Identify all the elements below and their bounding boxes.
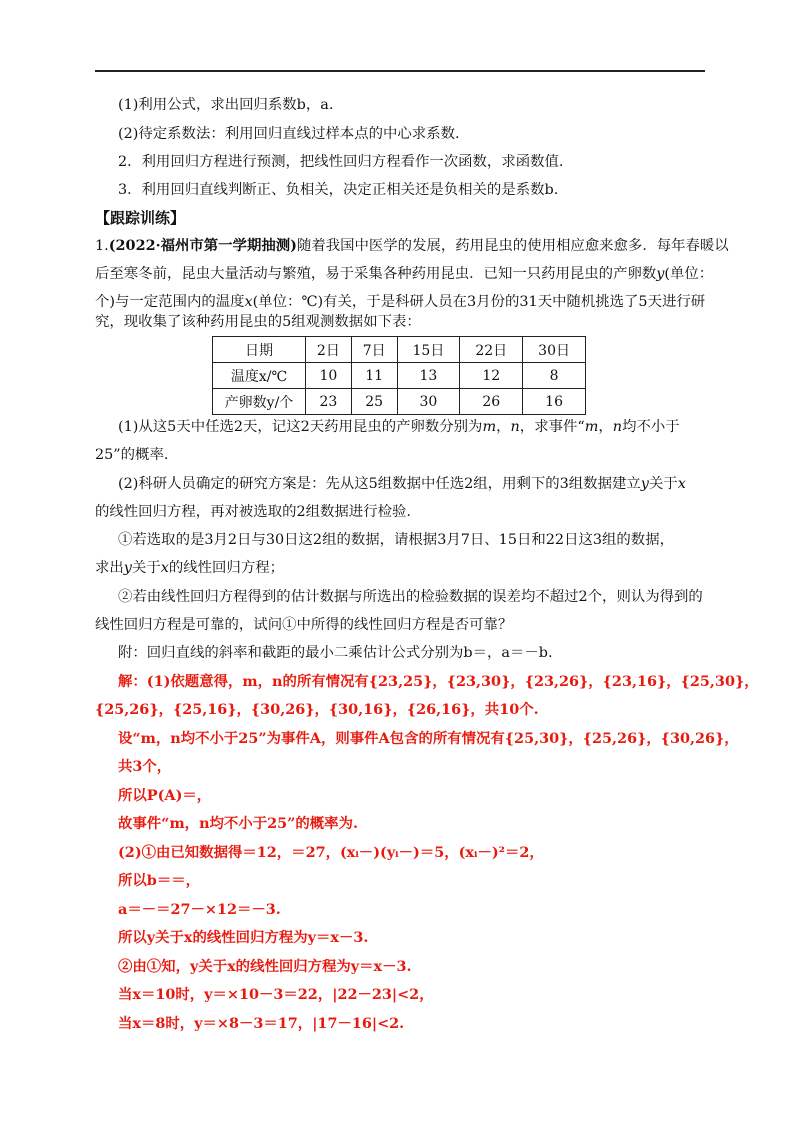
problem-text: 随着我国中医学的发展，药用昆虫的使用相应愈来愈多．每年春暖以 (296, 238, 729, 254)
table-cell: 30日 (523, 337, 586, 363)
problem-line-4: 究，现收集了该种药用昆虫的5组观测数据如下表： (95, 314, 421, 330)
table-cell: 26 (460, 389, 523, 415)
table-cell: 30 (397, 389, 460, 415)
table-row-temperature (213, 363, 586, 389)
header-rule (95, 70, 705, 72)
table-cell: 日期 (213, 337, 306, 363)
solution-line-3: 设“m，n均不小于25”为事件A，则事件A包含的所有情况有{25,30}，{25,26}，{30,26}， (118, 730, 739, 747)
solution-line-7: (2)①由已知数据得＝12，＝27，(xᵢ－)(yᵢ－)＝5，(xᵢ－)²＝2， (118, 844, 544, 861)
problem-text: (单位： (664, 266, 714, 282)
problem-text: 后至寒冬前，昆虫大量活动与繁殖，易于采集各种药用昆虫．已知一只药用昆虫的产卵数 (95, 266, 657, 282)
var-y: y (656, 266, 665, 282)
data-table (212, 336, 586, 415)
table-cell: 10 (306, 363, 352, 389)
q-text: 求出 (95, 560, 124, 576)
question-2-2-line-2: 线性回归方程是可靠的，试问①中所得的线性回归方程是否可靠？ (95, 617, 513, 633)
table-cell: 8 (523, 363, 586, 389)
solution-line-13: 当x＝8时，y＝×8－3＝17，|17－16|<2. (118, 1015, 405, 1032)
var-x: x (160, 560, 169, 576)
table-row-eggs (213, 389, 586, 415)
table-cell: 12 (460, 363, 523, 389)
var-n: n (510, 419, 520, 435)
problem-line-1 (95, 236, 729, 256)
solution-line-5: 所以P(A)＝， (118, 787, 212, 804)
q-text: 的线性回归方程； (168, 560, 284, 576)
q-text: ，求事件“ (519, 419, 585, 435)
question-2-1-line-1: ①若选取的是3月2日与30日这2组的数据，请根据3月7日、15日和22日这3组的数据， (118, 532, 674, 548)
problem-line-2 (95, 264, 714, 284)
var-y: y (123, 560, 132, 576)
intro-line-4: 3．利用回归直线判断正、负相关，决定正相关还是负相关的是系数b. (118, 182, 559, 198)
var-x: x (677, 476, 686, 492)
var-x: x (244, 294, 253, 310)
table-cell: 11 (351, 363, 397, 389)
question-2-line-2: 的线性回归方程，再对被选取的2组数据进行检验. (95, 504, 411, 520)
solution-line-4: 共3个， (118, 758, 172, 775)
question-2-line-1 (118, 474, 708, 494)
section-title: 【跟踪训练】 (95, 209, 186, 227)
table-cell: 2日 (306, 337, 352, 363)
problem-text: (单位：℃)有关，于是科研人员在3月份的31天中随机挑选了5天进行研 (252, 294, 706, 310)
q-text: 关于 (648, 476, 678, 492)
var-y: y (640, 476, 649, 492)
table-cell: 25 (351, 389, 397, 415)
question-2-2-line-1: ②若由线性回归方程得到的估计数据与所选出的检验数据的误差均不超过2个，则认为得到的 (118, 589, 703, 605)
solution-line-2: {25,26}，{25,16}，{30,26}，{30,16}，{26,16}，共10个. (95, 701, 539, 718)
solution-line-1: 解：(1)依题意得，m，n的所有情况有{23,25}，{23,30}，{23,26}，{23,16}，{25,30}， (118, 673, 759, 690)
problem-line-3 (95, 292, 710, 312)
var-m: m (482, 419, 497, 435)
question-1-line-2: 25”的概率. (95, 447, 169, 463)
q-text: (1)从这5天中任选2天，记这2天药用昆虫的产卵数分别为 (118, 419, 483, 435)
q-text: ， (598, 419, 613, 435)
solution-line-10: 所以y关于x的线性回归方程为y＝x－3. (118, 929, 369, 946)
solution-line-12: 当x＝10时，y＝×10－3＝22，|22－23|<2， (118, 986, 434, 1003)
q-text: ， (496, 419, 511, 435)
table-row-header (213, 337, 586, 363)
problem-source: (2022·福州市第一学期抽测) (108, 237, 297, 254)
q-text: 均不小于 (622, 419, 680, 435)
intro-line-1: (1)利用公式，求出回归系数b，a. (118, 97, 334, 113)
table-cell: 产卵数y/个 (213, 389, 306, 415)
intro-line-3: 2．利用回归方程进行预测，把线性回归方程看作一次函数，求函数值. (118, 154, 564, 170)
problem-number: 1. (95, 238, 109, 254)
q-text: (2)科研人员确定的研究方案是：先从这5组数据中任选2组，用剩下的3组数据建立 (118, 476, 641, 492)
table-cell: 7日 (351, 337, 397, 363)
appendix-formula: 附：回归直线的斜率和截距的最小二乘估计公式分别为b＝，a＝－b. (118, 645, 553, 661)
problem-text: 个)与一定范围内的温度 (95, 294, 245, 310)
question-2-1-line-2 (95, 558, 710, 578)
table-cell: 22日 (460, 337, 523, 363)
table-cell: 15日 (397, 337, 460, 363)
table-cell: 23 (306, 389, 352, 415)
intro-line-2: (2)待定系数法：利用回归直线过样本点的中心求系数. (118, 126, 460, 142)
var-n: n (612, 419, 623, 435)
table-cell: 温度x/℃ (213, 363, 306, 389)
solution-line-6: 故事件“m，n均不小于25”的概率为. (118, 815, 358, 832)
solution-line-11: ②由①知，y关于x的线性回归方程为y＝x－3. (118, 958, 412, 975)
solution-line-9: a＝－＝27－×12＝－3. (118, 901, 281, 918)
table-cell: 16 (523, 389, 586, 415)
q-text: 关于 (131, 560, 161, 576)
var-m: m (584, 419, 599, 435)
table-cell: 13 (397, 363, 460, 389)
question-1-line-1 (118, 417, 708, 437)
solution-line-8: 所以b＝＝， (118, 872, 201, 889)
